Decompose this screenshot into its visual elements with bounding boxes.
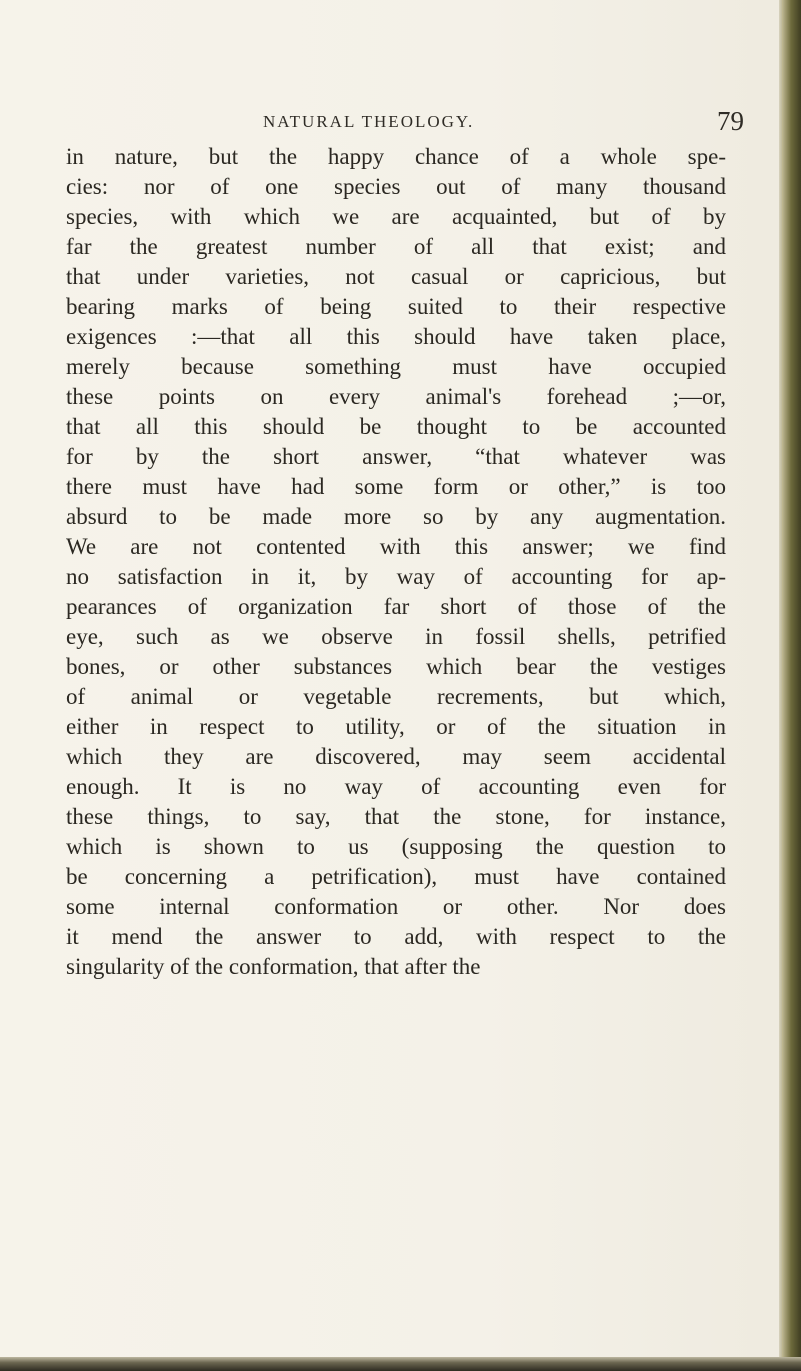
text-line: some internal conformation or other. Nor does bbox=[66, 894, 726, 919]
text-line: cies: nor of one species out of many thousand bbox=[66, 174, 726, 199]
text-line: these things, to say, that the stone, for instance, bbox=[66, 804, 726, 829]
text-line: which they are discovered, may seem accidental bbox=[66, 744, 726, 769]
text-line: these points on every animal's forehead ;—or, bbox=[66, 384, 726, 409]
text-line: of animal or vegetable recrements, but which, bbox=[66, 684, 726, 709]
text-line: bearing marks of being suited to their respective bbox=[66, 294, 726, 319]
running-head bbox=[0, 106, 801, 136]
text-line: exigences :—that all this should have taken place, bbox=[66, 324, 726, 349]
text-line: that under varieties, not casual or capricious, but bbox=[66, 264, 726, 289]
text-line: absurd to be made more so by any augmentation. bbox=[66, 504, 726, 529]
text-line: that all this should be thought to be accounted bbox=[66, 414, 726, 439]
text-line: eye, such as we observe in fossil shells, petrified bbox=[66, 624, 726, 649]
text-line: singularity of the conformation, that after the bbox=[66, 954, 481, 979]
text-line: species, with which we are acquainted, but of by bbox=[66, 204, 726, 229]
text-line: far the greatest number of all that exist; and bbox=[66, 234, 726, 259]
page-edge-right bbox=[779, 0, 801, 1371]
text-line: enough. It is no way of accounting even for bbox=[66, 774, 726, 799]
text-line: merely because something must have occupied bbox=[66, 354, 726, 379]
body-text bbox=[66, 142, 726, 982]
text-line: be concerning a petrification), must have contained bbox=[66, 864, 726, 889]
text-line: bones, or other substances which bear the vestiges bbox=[66, 654, 726, 679]
text-line: for by the short answer, “that whatever was bbox=[66, 444, 726, 469]
page-number: 79 bbox=[717, 106, 744, 136]
text-line: either in respect to utility, or of the situation in bbox=[66, 714, 726, 739]
text-line: it mend the answer to add, with respect to the bbox=[66, 924, 726, 949]
running-title: NATURAL THEOLOGY. bbox=[263, 112, 475, 131]
text-line: pearances of organization far short of those of the bbox=[66, 594, 726, 619]
text-line: there must have had some form or other,” is too bbox=[66, 474, 726, 499]
text-line: which is shown to us (supposing the question to bbox=[66, 834, 726, 859]
page-edge-bottom bbox=[0, 1357, 801, 1371]
text-line: no satisfaction in it, by way of accounting for ap- bbox=[66, 564, 726, 589]
text-line: We are not contented with this answer; we find bbox=[66, 534, 726, 559]
text-line: in nature, but the happy chance of a whole spe- bbox=[66, 144, 726, 169]
